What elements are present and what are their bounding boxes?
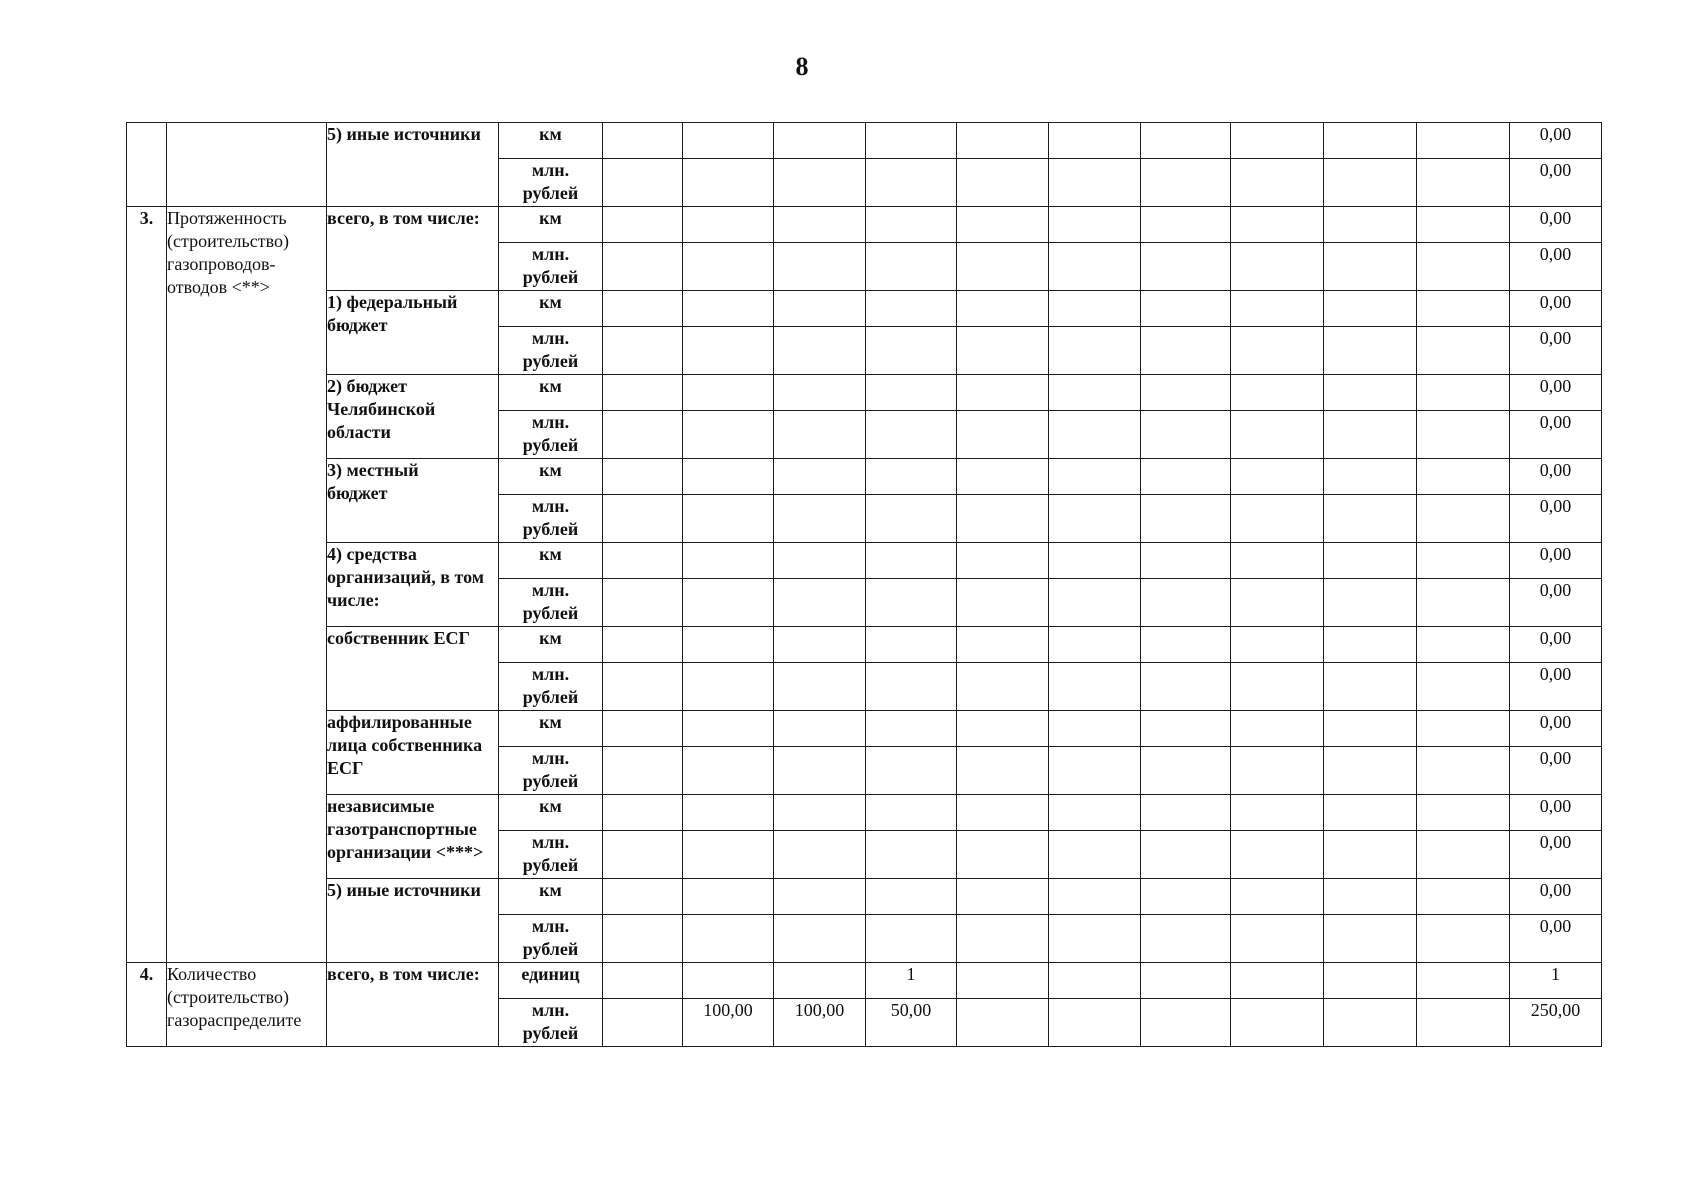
value-cell — [1417, 999, 1510, 1047]
value-cell — [683, 327, 774, 375]
value-cell: 100,00 — [683, 999, 774, 1047]
value-cell — [1141, 459, 1231, 495]
unit-cell: млн. рублей — [499, 327, 603, 375]
funding-source: всего, в том числе: — [327, 207, 499, 291]
value-cell — [1324, 627, 1417, 663]
value-cell — [774, 963, 866, 999]
value-cell — [1324, 999, 1417, 1047]
value-cell — [1049, 795, 1141, 831]
value-cell — [1141, 627, 1231, 663]
value-cell — [957, 159, 1049, 207]
value-cell — [683, 579, 774, 627]
value-cell — [774, 627, 866, 663]
value-cell — [866, 159, 957, 207]
value-cell — [1324, 543, 1417, 579]
value-cell — [774, 207, 866, 243]
funding-source: 5) иные источники — [327, 123, 499, 207]
value-cell — [957, 459, 1049, 495]
value-cell — [1141, 963, 1231, 999]
unit-cell: млн. рублей — [499, 999, 603, 1047]
value-cell — [603, 123, 683, 159]
value-cell — [683, 795, 774, 831]
value-cell — [1324, 495, 1417, 543]
value-cell — [1324, 459, 1417, 495]
value-cell — [1417, 711, 1510, 747]
value-cell — [1141, 999, 1231, 1047]
value-cell — [1049, 207, 1141, 243]
value-cell — [866, 375, 957, 411]
total-cell: 0,00 — [1510, 375, 1602, 411]
value-cell — [1141, 663, 1231, 711]
value-cell — [603, 327, 683, 375]
value-cell — [1049, 663, 1141, 711]
value-cell: 1 — [866, 963, 957, 999]
value-cell — [1324, 711, 1417, 747]
value-cell — [866, 795, 957, 831]
unit-cell: млн. рублей — [499, 915, 603, 963]
value-cell — [1417, 159, 1510, 207]
value-cell — [1417, 375, 1510, 411]
value-cell — [1417, 291, 1510, 327]
value-cell — [1049, 627, 1141, 663]
value-cell — [866, 543, 957, 579]
total-cell: 0,00 — [1510, 543, 1602, 579]
total-cell: 0,00 — [1510, 495, 1602, 543]
value-cell — [1049, 711, 1141, 747]
value-cell — [683, 123, 774, 159]
value-cell — [957, 291, 1049, 327]
total-cell: 0,00 — [1510, 123, 1602, 159]
value-cell — [1141, 159, 1231, 207]
total-cell: 1 — [1510, 963, 1602, 999]
unit-cell: млн. рублей — [499, 831, 603, 879]
value-cell — [683, 747, 774, 795]
value-cell — [866, 879, 957, 915]
value-cell — [1231, 243, 1324, 291]
value-cell — [866, 627, 957, 663]
value-cell — [1231, 123, 1324, 159]
table-row — [127, 459, 1602, 495]
value-cell — [1324, 291, 1417, 327]
value-cell — [1049, 123, 1141, 159]
funding-source: независимые газотранспортные организации <***> — [327, 795, 499, 879]
value-cell — [683, 207, 774, 243]
value-cell — [1141, 495, 1231, 543]
value-cell — [1417, 663, 1510, 711]
value-cell — [1049, 291, 1141, 327]
unit-cell: км — [499, 795, 603, 831]
value-cell — [774, 291, 866, 327]
value-cell — [1231, 327, 1324, 375]
value-cell — [1417, 747, 1510, 795]
unit-cell: км — [499, 207, 603, 243]
value-cell — [957, 879, 1049, 915]
value-cell — [603, 963, 683, 999]
unit-cell: км — [499, 459, 603, 495]
value-cell — [774, 543, 866, 579]
value-cell — [683, 831, 774, 879]
table-row — [127, 963, 1602, 999]
value-cell — [1417, 207, 1510, 243]
value-cell — [1324, 579, 1417, 627]
value-cell — [1049, 375, 1141, 411]
unit-cell: млн. рублей — [499, 411, 603, 459]
value-cell — [866, 327, 957, 375]
value-cell — [603, 207, 683, 243]
value-cell — [1417, 795, 1510, 831]
value-cell — [957, 243, 1049, 291]
indicator-name — [167, 123, 327, 207]
unit-cell: млн. рублей — [499, 495, 603, 543]
value-cell — [957, 831, 1049, 879]
value-cell — [1141, 291, 1231, 327]
value-cell — [1141, 411, 1231, 459]
value-cell — [774, 915, 866, 963]
value-cell — [1141, 795, 1231, 831]
value-cell — [866, 711, 957, 747]
value-cell — [1049, 411, 1141, 459]
value-cell — [1417, 627, 1510, 663]
total-cell: 0,00 — [1510, 207, 1602, 243]
value-cell — [1049, 243, 1141, 291]
value-cell — [1049, 459, 1141, 495]
value-cell — [957, 579, 1049, 627]
value-cell — [774, 495, 866, 543]
value-cell — [1324, 375, 1417, 411]
value-cell — [1324, 411, 1417, 459]
value-cell — [603, 243, 683, 291]
table-row — [127, 879, 1602, 915]
indicator-name: Количество (строительство) газораспределите — [167, 963, 327, 1047]
value-cell — [1141, 543, 1231, 579]
value-cell — [1049, 327, 1141, 375]
value-cell — [1417, 123, 1510, 159]
value-cell — [774, 795, 866, 831]
value-cell — [1417, 243, 1510, 291]
value-cell — [774, 327, 866, 375]
value-cell — [1141, 243, 1231, 291]
funding-source: 1) федеральный бюджет — [327, 291, 499, 375]
value-cell — [1231, 963, 1324, 999]
value-cell — [603, 159, 683, 207]
value-cell — [1141, 123, 1231, 159]
value-cell — [1141, 915, 1231, 963]
value-cell — [774, 375, 866, 411]
value-cell — [1141, 831, 1231, 879]
value-cell — [866, 831, 957, 879]
total-cell: 0,00 — [1510, 663, 1602, 711]
value-cell — [603, 579, 683, 627]
value-cell — [1324, 879, 1417, 915]
value-cell — [1049, 963, 1141, 999]
value-cell — [774, 123, 866, 159]
value-cell — [866, 459, 957, 495]
funding-source: 2) бюджет Челябинской области — [327, 375, 499, 459]
value-cell — [1417, 411, 1510, 459]
value-cell — [603, 915, 683, 963]
total-cell: 0,00 — [1510, 795, 1602, 831]
value-cell — [957, 207, 1049, 243]
value-cell — [1231, 459, 1324, 495]
value-cell — [1324, 123, 1417, 159]
value-cell — [683, 243, 774, 291]
value-cell — [1324, 207, 1417, 243]
item-number: 4. — [127, 963, 167, 1047]
unit-cell: км — [499, 711, 603, 747]
value-cell — [957, 495, 1049, 543]
value-cell — [957, 711, 1049, 747]
value-cell: 50,00 — [866, 999, 957, 1047]
value-cell — [774, 747, 866, 795]
value-cell — [1324, 663, 1417, 711]
value-cell — [1049, 747, 1141, 795]
total-cell: 0,00 — [1510, 747, 1602, 795]
value-cell — [1324, 963, 1417, 999]
total-cell: 0,00 — [1510, 411, 1602, 459]
value-cell — [1231, 291, 1324, 327]
value-cell — [1141, 327, 1231, 375]
value-cell — [1231, 579, 1324, 627]
value-cell — [957, 627, 1049, 663]
value-cell — [774, 159, 866, 207]
value-cell — [866, 663, 957, 711]
value-cell — [1231, 627, 1324, 663]
value-cell — [683, 375, 774, 411]
value-cell — [683, 711, 774, 747]
table-row — [127, 627, 1602, 663]
value-cell — [1324, 795, 1417, 831]
unit-cell: млн. рублей — [499, 159, 603, 207]
value-cell — [683, 915, 774, 963]
total-cell: 0,00 — [1510, 711, 1602, 747]
funding-source: собственник ЕСГ — [327, 627, 499, 711]
value-cell — [603, 711, 683, 747]
value-cell — [774, 663, 866, 711]
total-cell: 0,00 — [1510, 291, 1602, 327]
value-cell — [774, 579, 866, 627]
total-cell: 0,00 — [1510, 627, 1602, 663]
unit-cell: млн. рублей — [499, 747, 603, 795]
value-cell — [1417, 495, 1510, 543]
value-cell — [1231, 411, 1324, 459]
total-cell: 0,00 — [1510, 327, 1602, 375]
value-cell — [957, 747, 1049, 795]
value-cell — [1231, 207, 1324, 243]
value-cell — [774, 459, 866, 495]
value-cell — [1231, 747, 1324, 795]
value-cell — [683, 495, 774, 543]
unit-cell: км — [499, 627, 603, 663]
value-cell — [1141, 579, 1231, 627]
table-row — [127, 291, 1602, 327]
value-cell — [1049, 831, 1141, 879]
value-cell — [1141, 207, 1231, 243]
value-cell — [1417, 327, 1510, 375]
value-cell — [1049, 159, 1141, 207]
total-cell: 0,00 — [1510, 879, 1602, 915]
value-cell — [603, 795, 683, 831]
value-cell — [1417, 579, 1510, 627]
value-cell — [957, 663, 1049, 711]
unit-cell: км — [499, 375, 603, 411]
item-number: 3. — [127, 207, 167, 963]
table-row — [127, 711, 1602, 747]
value-cell — [683, 963, 774, 999]
funding-table — [126, 122, 1602, 1047]
value-cell — [1231, 159, 1324, 207]
unit-cell: км — [499, 123, 603, 159]
value-cell — [1049, 879, 1141, 915]
total-cell: 0,00 — [1510, 831, 1602, 879]
funding-source: 4) средства организаций, в том числе: — [327, 543, 499, 627]
value-cell — [1049, 495, 1141, 543]
value-cell — [1417, 543, 1510, 579]
unit-cell: млн. рублей — [499, 663, 603, 711]
value-cell — [957, 915, 1049, 963]
value-cell — [683, 459, 774, 495]
value-cell — [957, 963, 1049, 999]
unit-cell: км — [499, 879, 603, 915]
value-cell — [1141, 375, 1231, 411]
value-cell — [1049, 999, 1141, 1047]
value-cell — [957, 795, 1049, 831]
value-cell — [603, 999, 683, 1047]
value-cell — [603, 663, 683, 711]
total-cell: 0,00 — [1510, 159, 1602, 207]
value-cell — [774, 831, 866, 879]
value-cell — [683, 159, 774, 207]
value-cell — [1324, 159, 1417, 207]
page-number: 8 — [795, 52, 809, 81]
table-row — [127, 207, 1602, 243]
value-cell — [866, 747, 957, 795]
table-row — [127, 123, 1602, 159]
value-cell — [603, 627, 683, 663]
total-cell: 0,00 — [1510, 579, 1602, 627]
value-cell — [683, 879, 774, 915]
value-cell — [866, 243, 957, 291]
total-cell: 0,00 — [1510, 915, 1602, 963]
item-number — [127, 123, 167, 207]
value-cell — [1049, 543, 1141, 579]
value-cell — [1231, 879, 1324, 915]
indicator-name: Протяженность (строительство) газопроводов- отводов <**> — [167, 207, 327, 963]
value-cell — [1231, 831, 1324, 879]
value-cell: 100,00 — [774, 999, 866, 1047]
value-cell — [957, 999, 1049, 1047]
value-cell — [603, 879, 683, 915]
value-cell — [1049, 915, 1141, 963]
unit-cell: км — [499, 291, 603, 327]
value-cell — [1231, 915, 1324, 963]
value-cell — [1324, 327, 1417, 375]
value-cell — [603, 831, 683, 879]
value-cell — [957, 543, 1049, 579]
value-cell — [1324, 915, 1417, 963]
table-row — [127, 375, 1602, 411]
value-cell — [866, 579, 957, 627]
value-cell — [866, 411, 957, 459]
value-cell — [1049, 579, 1141, 627]
funding-source: 5) иные источники — [327, 879, 499, 963]
value-cell — [1141, 747, 1231, 795]
value-cell — [1141, 879, 1231, 915]
value-cell — [866, 495, 957, 543]
value-cell — [774, 879, 866, 915]
value-cell — [603, 747, 683, 795]
value-cell — [957, 375, 1049, 411]
value-cell — [603, 543, 683, 579]
funding-source: 3) местный бюджет — [327, 459, 499, 543]
unit-cell: км — [499, 543, 603, 579]
unit-cell: млн. рублей — [499, 579, 603, 627]
value-cell — [603, 459, 683, 495]
value-cell — [603, 411, 683, 459]
value-cell — [774, 711, 866, 747]
value-cell — [774, 243, 866, 291]
value-cell — [1141, 711, 1231, 747]
value-cell — [1417, 963, 1510, 999]
value-cell — [1324, 831, 1417, 879]
value-cell — [866, 123, 957, 159]
value-cell — [683, 543, 774, 579]
total-cell: 0,00 — [1510, 243, 1602, 291]
total-cell: 250,00 — [1510, 999, 1602, 1047]
value-cell — [683, 291, 774, 327]
unit-cell: млн. рублей — [499, 243, 603, 291]
value-cell — [1231, 495, 1324, 543]
value-cell — [1417, 459, 1510, 495]
unit-cell: единиц — [499, 963, 603, 999]
table-row — [127, 543, 1602, 579]
value-cell — [1417, 831, 1510, 879]
value-cell — [1231, 375, 1324, 411]
value-cell — [603, 291, 683, 327]
value-cell — [957, 327, 1049, 375]
value-cell — [1231, 711, 1324, 747]
value-cell — [866, 291, 957, 327]
value-cell — [1231, 795, 1324, 831]
value-cell — [603, 375, 683, 411]
value-cell — [603, 495, 683, 543]
value-cell — [1231, 543, 1324, 579]
value-cell — [957, 123, 1049, 159]
value-cell — [1231, 663, 1324, 711]
value-cell — [1231, 999, 1324, 1047]
value-cell — [957, 411, 1049, 459]
value-cell — [683, 627, 774, 663]
value-cell — [866, 915, 957, 963]
value-cell — [683, 411, 774, 459]
value-cell — [1324, 243, 1417, 291]
value-cell — [683, 663, 774, 711]
value-cell — [774, 411, 866, 459]
value-cell — [866, 207, 957, 243]
funding-source: всего, в том числе: — [327, 963, 499, 1047]
value-cell — [1324, 747, 1417, 795]
value-cell — [1417, 879, 1510, 915]
funding-source: аффилированные лица собственника ЕСГ — [327, 711, 499, 795]
table-row — [127, 795, 1602, 831]
total-cell: 0,00 — [1510, 459, 1602, 495]
value-cell — [1417, 915, 1510, 963]
